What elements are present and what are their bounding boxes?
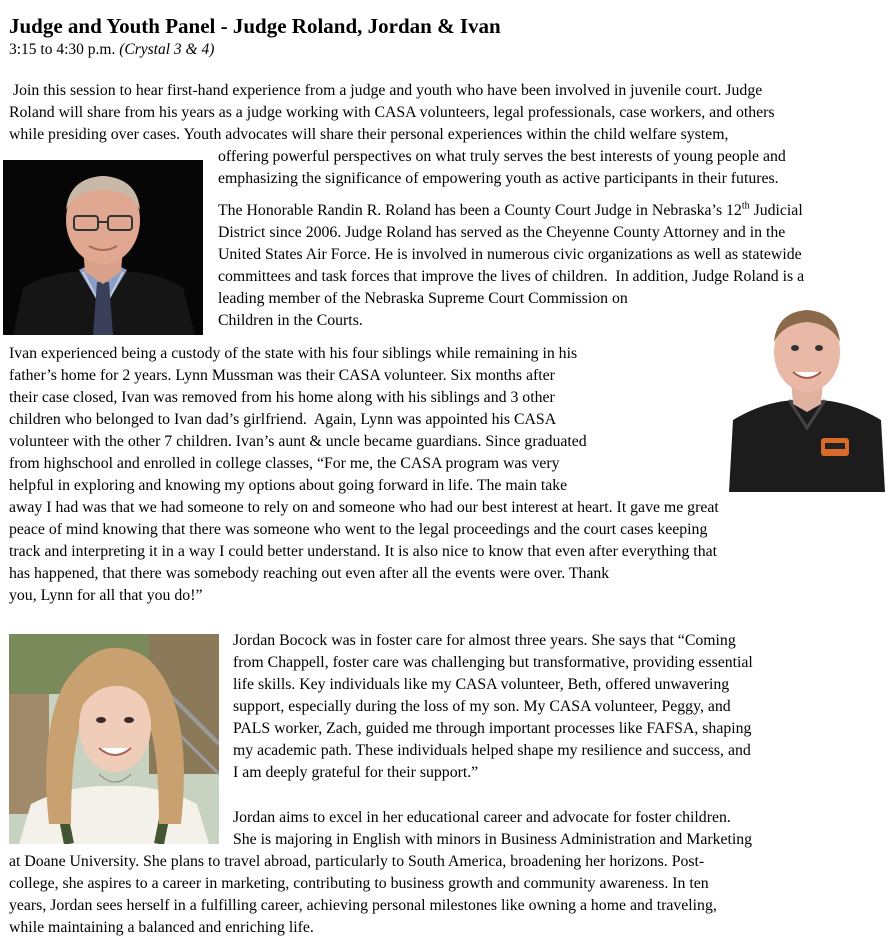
jordan-line: from Chappell, foster care was challenging but transformative, providing essential (233, 654, 753, 671)
intro-paragraph-cont (218, 146, 786, 190)
judge-line-text: Judicial (749, 202, 803, 219)
jordan-bio-paragraph (9, 851, 717, 939)
jordan-bio-line: college, she aspires to a career in marketing, contributing to business growth and community awareness. In ten (9, 875, 709, 892)
ivan-line: volunteer with the other 7 children. Ivan’s aunt & uncle became guardians. Since graduated (9, 433, 587, 450)
jordan-line: support, especially during the loss of my son. My CASA volunteer, Peggy, and (233, 698, 731, 715)
jordan-photo (9, 634, 219, 844)
judge-photo (3, 160, 203, 335)
ivan-line: away I had was that we had someone to rely on and someone who had our best interest at heart. It gave me great (9, 499, 719, 516)
ivan-line: peace of mind knowing that there was someone who went to the legal proceedings and the court cases keeping (9, 521, 708, 538)
ivan-line: Ivan experienced being a custody of the state with his four siblings while remaining in his (9, 345, 578, 362)
jordan-line: I am deeply grateful for their support.” (233, 764, 479, 781)
judge-paragraph (218, 200, 804, 332)
jordan-bio-line: Jordan aims to excel in her educational career and advocate for foster children. (233, 809, 731, 826)
intro-line: while presiding over cases. Youth advocates will share their personal experiences within the child welfare system, (9, 126, 729, 143)
intro-paragraph (9, 80, 775, 146)
jordan-bio-line: while maintaining a balanced and enriching life. (9, 919, 314, 936)
jordan-bio-line: She is majoring in English with minors in Business Administration and Marketing (233, 831, 753, 848)
time-text: 3:15 to 4:30 p.m. (9, 41, 116, 58)
ivan-paragraph (9, 343, 719, 607)
jordan-bio-line: years, Jordan sees herself in a fulfilling career, achieving personal milestones like owning a home and traveling, (9, 897, 717, 914)
ordinal-suffix: th (741, 200, 750, 212)
judge-line: committees and task forces that improve the lives of children. In addition, Judge Roland is a (218, 268, 805, 285)
intro-line: Roland will share from his years as a judge working with CASA volunteers, legal professionals, case workers, and others (9, 104, 775, 121)
page-title: Judge and Youth Panel - Judge Roland, Jordan & Ivan (9, 14, 501, 38)
intro-line: Join this session to hear first-hand experience from a judge and youth who have been involved in juvenile court. Judge (9, 82, 763, 99)
ivan-line: father’s home for 2 years. Lynn Mussman was their CASA volunteer. Six months after (9, 367, 555, 384)
ivan-line: their case closed, Ivan was removed from his home along with his siblings and 3 other (9, 389, 555, 406)
intro-line: emphasizing the significance of empowering youth as active participants in their futures. (218, 170, 779, 187)
judge-line: District since 2006. Judge Roland has served as the Cheyenne County Attorney and in the (218, 224, 786, 241)
jordan-line: Jordan Bocock was in foster care for almost three years. She says that “Coming (233, 632, 736, 649)
location-text: (Crystal 3 & 4) (119, 41, 215, 58)
judge-line-text: The Honorable Randin R. Roland has been a County Court Judge in Nebraska’s 12 (218, 202, 742, 219)
jordan-bio-line: at Doane University. She plans to travel abroad, particularly to South America, broadening her horizons. Post- (9, 853, 705, 870)
ivan-line: track and interpreting it in a way I could better understand. It is also nice to know that even after everything that (9, 543, 717, 560)
ivan-line: from highschool and enrolled in college classes, “For me, the CASA program was very (9, 455, 560, 472)
jordan-bio-paragraph-top (233, 807, 752, 851)
ivan-line: helpful in exploring and knowing my options about going forward in life. The main take (9, 477, 568, 494)
judge-line: United States Air Force. He is involved in numerous civic organizations as well as statewide (218, 246, 802, 263)
ivan-line: has happened, that there was somebody reaching out even after all the events were over. Thank (9, 565, 610, 582)
jordan-line: PALS worker, Zach, guided me through important processes like FAFSA, shaping (233, 720, 752, 737)
ivan-line: you, Lynn for all that you do!” (9, 587, 203, 604)
session-time (9, 40, 214, 59)
judge-line: leading member of the Nebraska Supreme Court Commission on (218, 290, 628, 307)
judge-line (218, 200, 804, 222)
judge-line: Children in the Courts. (218, 312, 363, 329)
jordan-line: my academic path. These individuals helped shape my resilience and success, and (233, 742, 751, 759)
jordan-quote-paragraph (233, 630, 753, 784)
intro-line: offering powerful perspectives on what truly serves the best interests of young people and (218, 148, 786, 165)
ivan-line: children who belonged to Ivan dad’s girlfriend. Again, Lynn was appointed his CASA (9, 411, 557, 428)
jordan-line: life skills. Key individuals like my CASA volunteer, Beth, offered unwavering (233, 676, 730, 693)
ivan-photo (729, 300, 885, 492)
